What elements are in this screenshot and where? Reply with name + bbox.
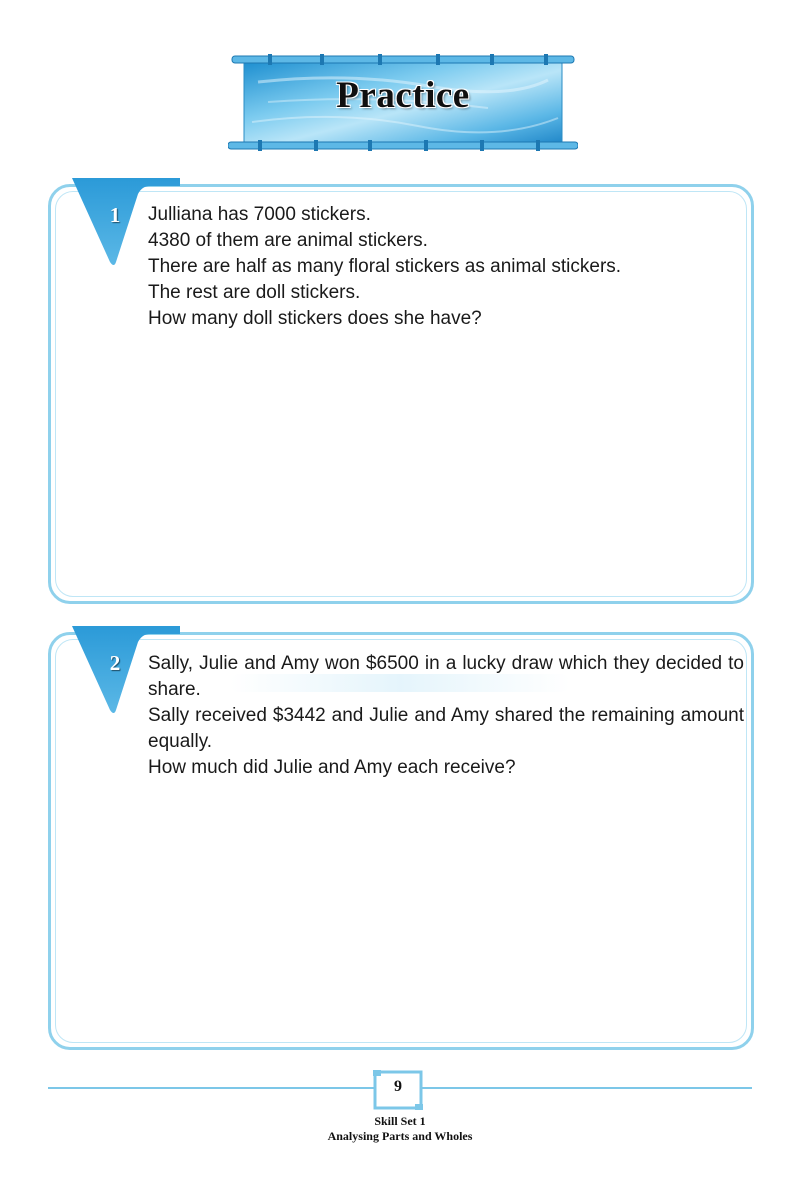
page-number: 9	[394, 1078, 402, 1095]
question-line: There are half as many floral stickers as animal stickers.	[148, 256, 622, 277]
question-line: How many doll stickers does she have?	[148, 308, 482, 329]
page-number-badge	[372, 1069, 424, 1111]
question-2-text	[148, 651, 744, 781]
title-banner	[228, 52, 578, 156]
footer-skill-title: Analysing Parts and Wholes	[327, 1129, 473, 1143]
question-number: 1	[109, 203, 121, 227]
question-line: How much did Julie and Amy each receive?	[148, 757, 516, 778]
question-line: 4380 of them are animal stickers.	[148, 230, 428, 251]
question-number: 2	[109, 651, 121, 675]
footer-skill-set: Skill Set 1	[374, 1114, 426, 1128]
question-line: Sally received $3442 and Julie and Amy shared the remaining amount equally.	[148, 705, 744, 752]
question-line: The rest are doll stickers.	[148, 282, 361, 303]
question-line: Sally, Julie and Amy won $6500 in a lucky draw which they decided to share.	[148, 653, 744, 700]
page-title: Practice	[336, 75, 470, 116]
question-1-text	[148, 202, 748, 332]
question-line: Julliana has 7000 stickers.	[148, 204, 371, 225]
